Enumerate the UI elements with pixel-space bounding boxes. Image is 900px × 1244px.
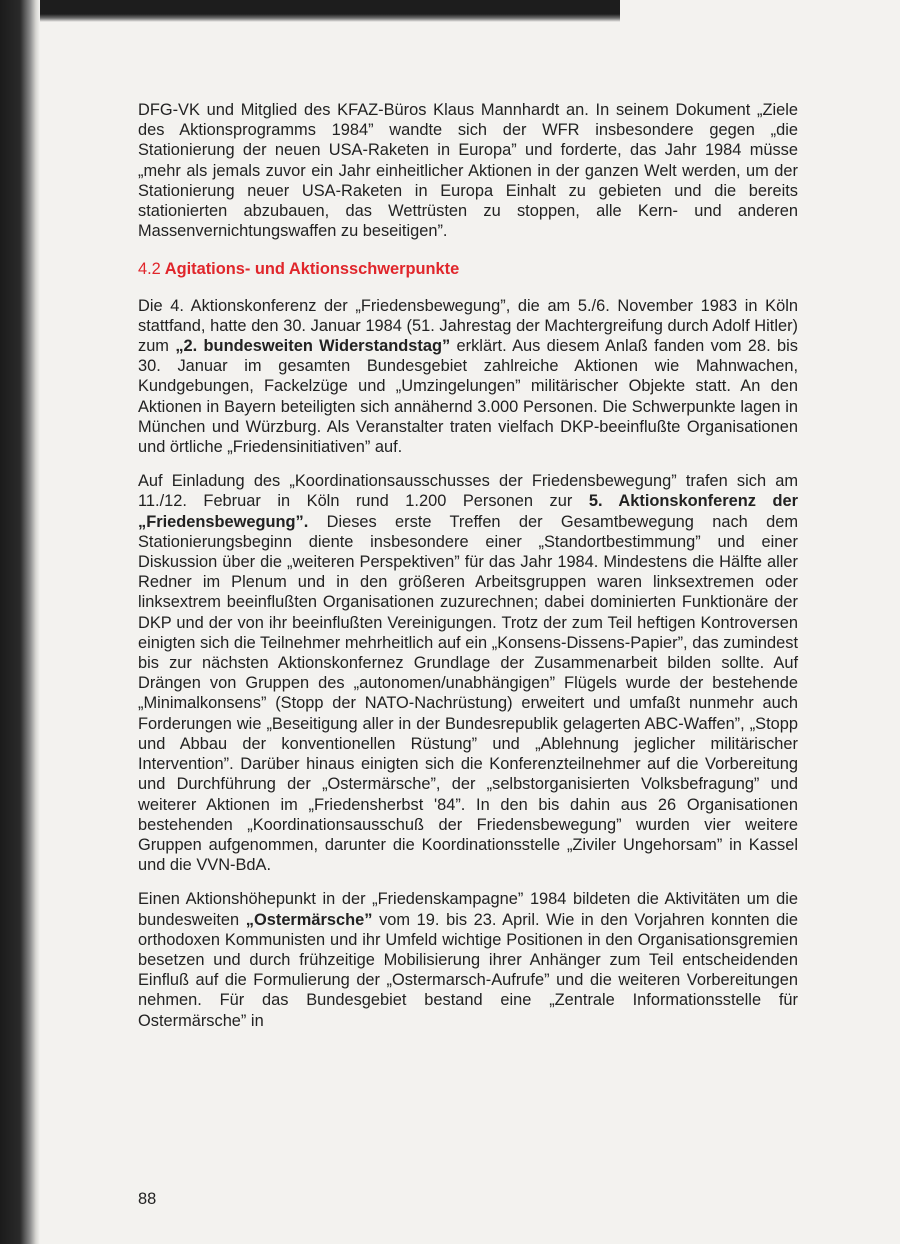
paragraph-widerstandstag	[138, 296, 798, 458]
section-number: 4.2	[138, 260, 161, 279]
paragraph-bold-text: „Ostermärsche”	[245, 910, 373, 929]
scan-binding-edge	[0, 0, 40, 1244]
paragraph-aktionskonferenz	[138, 471, 798, 875]
section-title: Agitations- und Aktionsschwerpunkte	[164, 260, 460, 279]
paragraph-text: erklärt. Aus diesem Anlaß fanden vom 28. bis 30. Januar im gesamten Bundesgebiet zahlreiche Aktionen wie Mahnwachen, Kundgebungen, Fackelzüge und „Umzingelungen” militärischer Objekte statt. An den Aktionen in Bayern beteiligten sich annähernd 3.000 Personen. Die Schwerpunkte lagen in München und Würzburg. Als Veranstalter traten vielfach DKP-beeinflußte Organisationen und örtliche „Friedensinitiativen” auf.	[138, 337, 798, 457]
paragraph-ostermaersche	[138, 889, 798, 1030]
page-number: 88	[138, 1190, 157, 1208]
paragraph-bold-text: 5. Aktionskonferenz der „Friedensbewegung”.	[138, 492, 798, 531]
paragraph-text: Dieses erste Treffen der Gesamtbewegung nach dem Stationierungsbeginn diente insbesondere einer „Standortbestimmung” und einer Diskussion über die „weiteren Perspektiven” für das Jahr 1984. Mindestens die Hälfte aller Redner im Plenum und in den größeren Arbeitsgruppen waren linksextremen oder linksextrem beeinflußten Organisationen zuzurechnen; dabei dominierten Funktionäre der DKP und der von ihr beeinflußten Vereinigungen. Trotz der zum Teil heftigen Kontroversen einigten sich die Teilnehmer mehrheitlich auf ein „Konsens-Dissens-Papier”, das zumindest bis zur nächsten Aktionskonfernez Grundlage der Zusammenarbeit bilden sollte. Auf Drängen von Gruppen des „autonomen/unabhängigen” Flügels wurde der bestehende „Minimalkonsens” (Stopp der NATO-Nachrüstung) erweitert und umfaßt nunmehr auch Forderungen wie „Beseitigung aller in der Bundesrepublik gelagerten ABC-Waffen”, „Stopp und Abbau der konventionellen Rüstung” und „Ablehnung jeglicher militärischer Intervention”. Darüber hinaus einigten sich die Konferenzteilnehmer auf die Vorbereitung und Durchführung der „Ostermärsche”, der „selbstorganisierten Volksbefragung” und weiterer Aktionen im „Friedensherbst '84”. In den bis dahin aus 26 Organisationen bestehenden „Koordinationsausschuß der Friedensbewegung” wurden vier weitere Gruppen aufgenommen, darunter die Koordinationsstelle „Ziviler Ungehorsam” in Kassel und die VVN-BdA.	[138, 512, 798, 875]
section-heading	[138, 259, 798, 279]
page-body	[138, 100, 798, 1045]
paragraph-bold-text: „2. bundesweiten Widerstandstag”	[175, 337, 451, 356]
paragraph-text: Die 4. Aktionskonferenz der „Friedensbewegung”, die am 5./6. November 1983 in Köln stattfand, hatte den 30. Januar 1984 (51. Jahrestag der Machtergreifung durch Adolf Hitler) zum	[138, 296, 798, 356]
scan-top-edge	[0, 0, 620, 22]
paragraph-text: Auf Einladung des „Koordinationsausschusses der Friedensbewegung” trafen sich am 11./12. Februar in Köln rund 1.200 Personen zur	[138, 472, 798, 511]
paragraph-text: Einen Aktionshöhepunkt in der „Friedenskampagne” 1984 bildeten die Aktivitäten um die bundesweiten	[138, 890, 798, 929]
paragraph-text: vom 19. bis 23. April. Wie in den Vorjahren konnten die orthodoxen Kommunisten und ihr Umfeld wichtige Positionen in den Organisationsgremien besetzen und durch frühzeitige Mobilisierung ihrer Anhänger zum Teil entscheidenden Einfluß auf die Formulierung der „Ostermarsch-Aufrufe” und die weiteren Vorbereitungen nehmen. Für das Bundesgebiet bestand eine „Zentrale Informationsstelle für Ostermärsche” in	[138, 910, 798, 1030]
paragraph-intro: DFG-VK und Mitglied des KFAZ-Büros Klaus Mannhardt an. In seinem Dokument „Ziele des Aktionsprogramms 1984” wandte sich der WFR insbesondere gegen „die Stationierung der neuen USA-Raketen in Europa” und forderte, das Jahr 1984 müsse „mehr als jemals zuvor ein Jahr einheitlicher Aktionen in der ganzen Welt werden, um der Stationierung neuer USA-Raketen in Europa Einhalt zu gebieten und die bereits stationierten abzubauen, das Wettrüsten zu stoppen, alle Kern- und anderen Massenvernichtungswaffen zu beseitigen”.	[138, 101, 798, 241]
